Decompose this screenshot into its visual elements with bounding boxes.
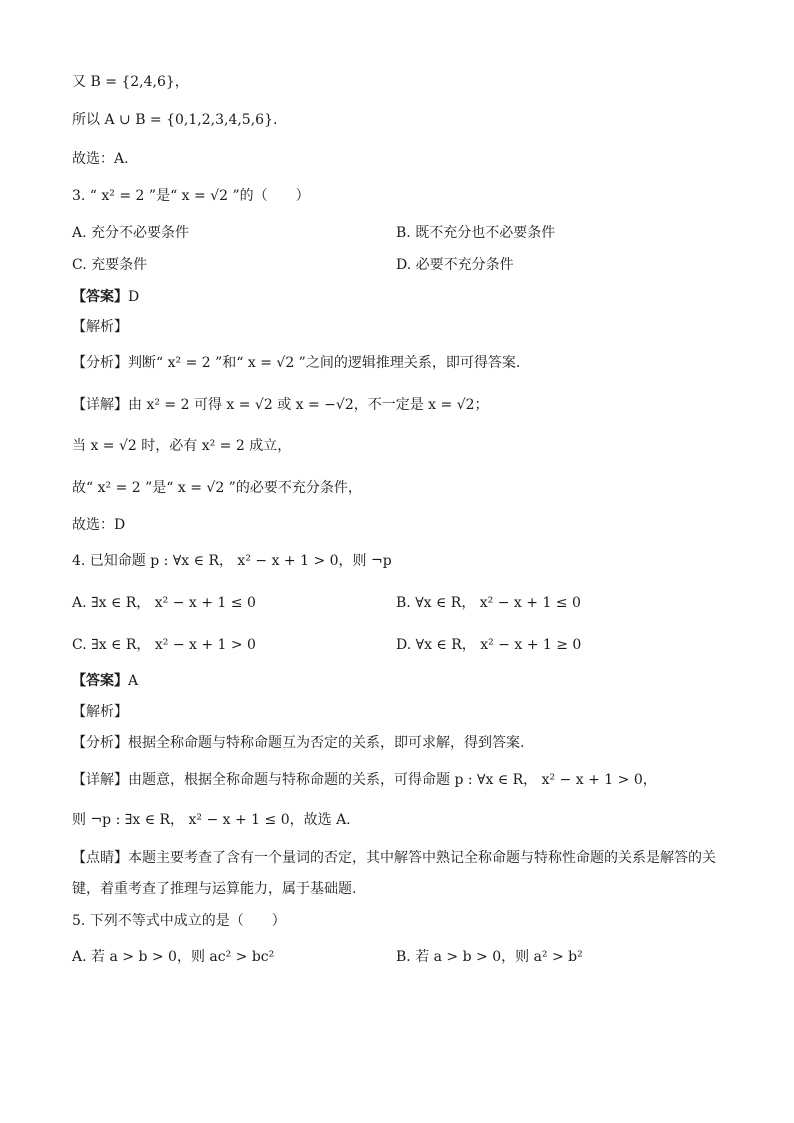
- option-b: B. ∀x ∈ R， x² − x + 1 ≤ 0: [396, 595, 581, 611]
- answer-line: [72, 671, 138, 691]
- xiangjie-text: 由 x² = 2 可得 x = √2 或 x = −√2，不一定是 x = √2；: [128, 397, 489, 413]
- fenxi-label: 【分析】: [72, 735, 128, 751]
- xiangjie-text: 由题意，根据全称命题与特称命题的关系，可得命题 p : ∀x ∈ R， x² − x + 1 > 0，: [128, 772, 657, 788]
- answer-value: D: [128, 289, 140, 305]
- dianjing-line: [72, 848, 716, 868]
- answer-label: 【答案】: [72, 673, 128, 689]
- question-5: 5. 下列不等式中成立的是（ ）: [72, 913, 286, 929]
- text-line: 所以 A ∪ B = {0,1,2,3,4,5,6}.: [72, 112, 278, 128]
- option-c: C. 充要条件: [72, 257, 148, 273]
- xiangjie-label: 【详解】: [72, 397, 128, 413]
- option-a: A. 若 a > b > 0，则 ac² > bc²: [72, 949, 275, 965]
- answer-label: 【答案】: [72, 289, 128, 305]
- fenxi-text: 根据全称命题与特称命题互为否定的关系，即可求解，得到答案.: [128, 735, 525, 751]
- text-line: 故选：D: [72, 517, 126, 533]
- xiangjie-label: 【详解】: [72, 772, 128, 788]
- option-a: A. ∃x ∈ R， x² − x + 1 ≤ 0: [72, 595, 256, 611]
- text-line: 又 B = {2,4,6}，: [72, 74, 189, 90]
- text-line: 键，着重考查了推理与运算能力，属于基础题.: [72, 881, 357, 897]
- question-3: 3. “ x² = 2 ”是“ x = √2 ”的（ ）: [72, 188, 310, 204]
- text-line: 则 ¬p : ∃x ∈ R， x² − x + 1 ≤ 0，故选 A.: [72, 812, 351, 828]
- dianjing-label: 【点睛】: [72, 850, 128, 866]
- question-4: 4. 已知命题 p : ∀x ∈ R， x² − x + 1 > 0，则 ¬p: [72, 553, 392, 569]
- dianjing-text: 本题主要考查了含有一个量词的否定，其中解答中熟记全称命题与特称性命题的关系是解答的关: [128, 850, 716, 866]
- option-a: A. 充分不必要条件: [72, 225, 190, 241]
- answer-value: A: [128, 673, 139, 689]
- xiangjie-line: [72, 395, 489, 415]
- answer-line: [72, 287, 139, 307]
- text-line: 故选：A.: [72, 151, 129, 167]
- fenxi-line: [72, 733, 524, 753]
- option-b: B. 若 a > b > 0，则 a² > b²: [396, 949, 583, 965]
- fenxi-text: 判断“ x² = 2 ”和“ x = √2 ”之间的逻辑推理关系，即可得答案.: [128, 355, 521, 371]
- text-line: 当 x = √2 时，必有 x² = 2 成立，: [72, 438, 292, 454]
- text-line: 故“ x² = 2 ”是“ x = √2 ”的必要不充分条件，: [72, 480, 362, 496]
- option-b: B. 既不充分也不必要条件: [396, 225, 556, 241]
- option-d: D. 必要不充分条件: [396, 257, 514, 273]
- analysis-label: 【解析】: [72, 704, 128, 720]
- fenxi-line: [72, 353, 520, 373]
- analysis-label: 【解析】: [72, 319, 128, 335]
- option-d: D. ∀x ∈ R， x² − x + 1 ≥ 0: [396, 637, 582, 653]
- fenxi-label: 【分析】: [72, 355, 128, 371]
- xiangjie-line: [72, 770, 657, 790]
- option-c: C. ∃x ∈ R， x² − x + 1 > 0: [72, 637, 256, 653]
